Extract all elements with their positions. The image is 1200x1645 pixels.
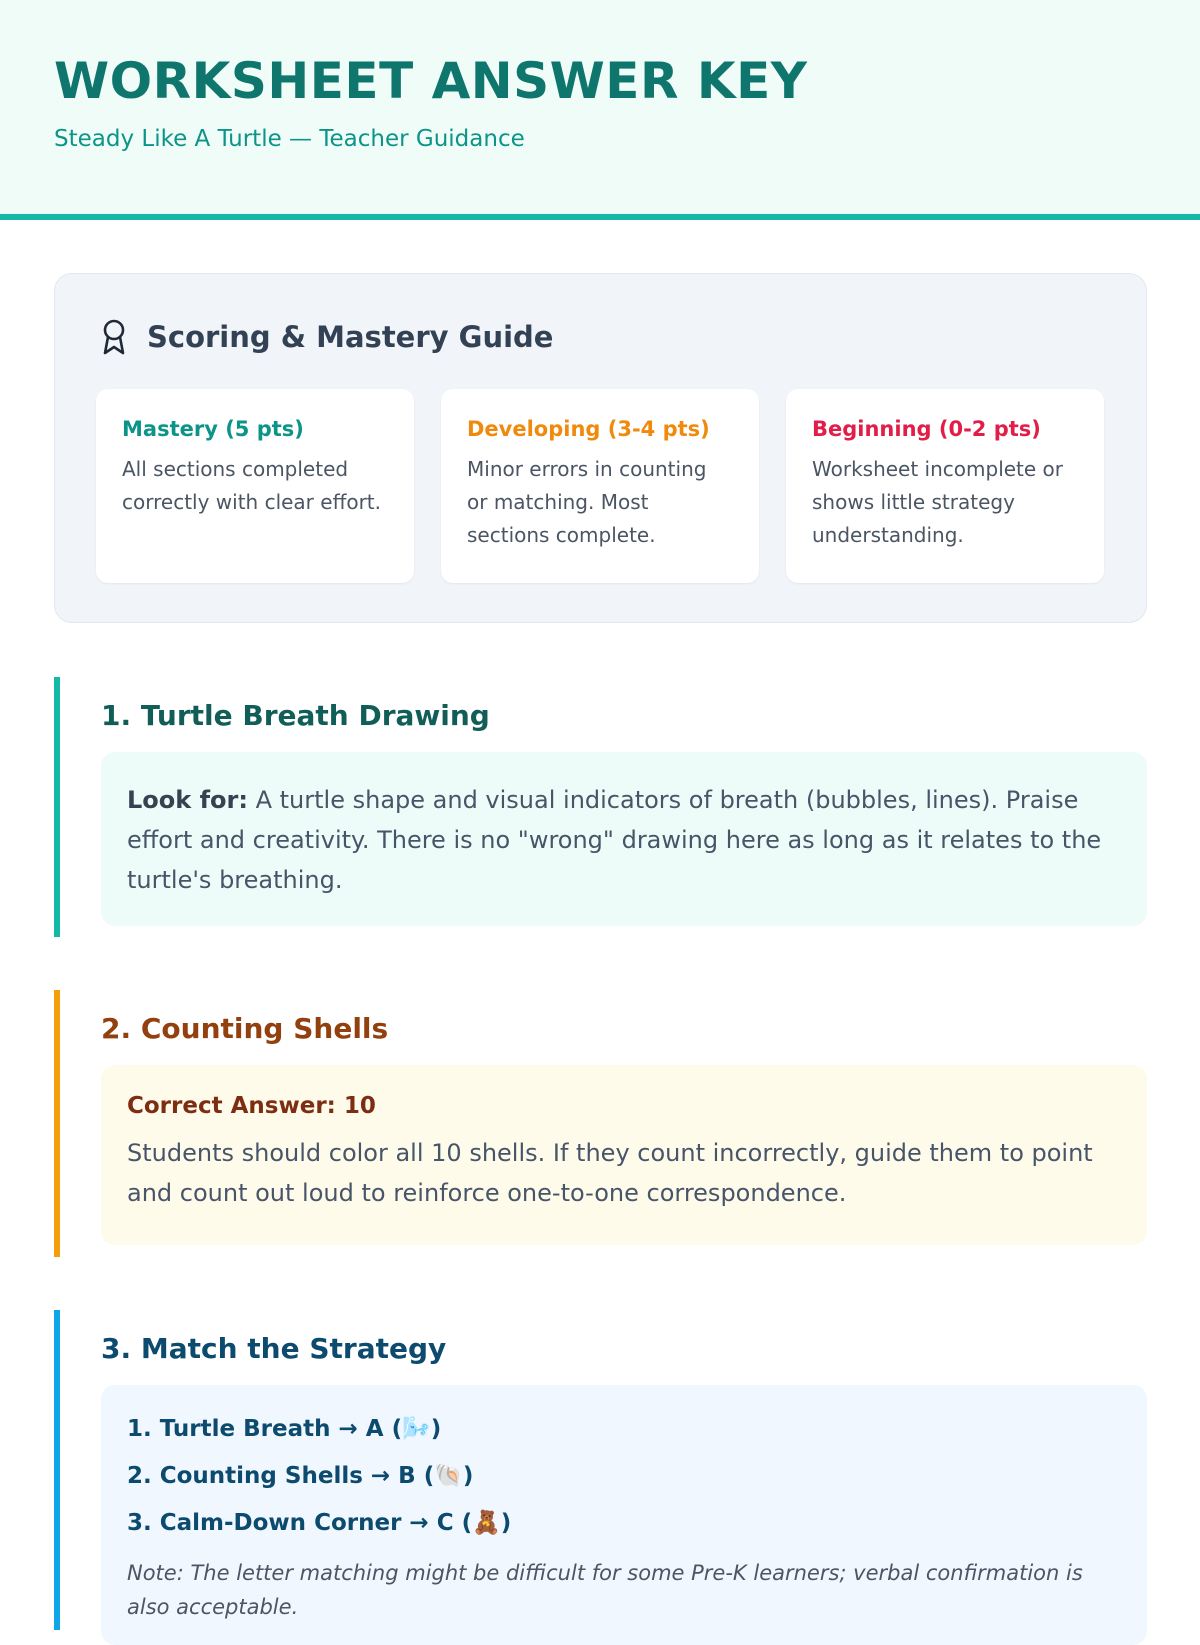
page-title: WORKSHEET ANSWER KEY — [54, 52, 808, 110]
level-title: Mastery (5 pts) — [122, 417, 304, 441]
mastery-levels — [96, 389, 1104, 583]
section-match-strategy — [54, 1310, 1147, 1630]
award-ribbon-icon — [101, 318, 127, 356]
section-heading: 3. Match the Strategy — [101, 1332, 447, 1365]
correct-answer: Correct Answer: 10 — [127, 1093, 376, 1119]
level-description: All sections completed correctly with clear effort. — [122, 457, 382, 514]
level-card-beginning — [786, 389, 1104, 583]
scoring-guide-title: Scoring & Mastery Guide — [147, 320, 554, 354]
answer-box — [101, 1385, 1147, 1645]
level-title: Beginning (0-2 pts) — [812, 417, 1041, 441]
answer-box — [101, 1065, 1147, 1245]
match-item: 3. Calm-Down Corner → C (🧸) — [127, 1510, 512, 1536]
scoring-guide-header — [101, 318, 553, 356]
page-subtitle: Steady Like A Turtle — Teacher Guidance — [54, 126, 525, 152]
match-item: 1. Turtle Breath → A (🌬️) — [127, 1416, 442, 1442]
scoring-guide-card — [54, 273, 1147, 623]
teacher-note: Note: The letter matching might be difficult for some Pre-K learners; verbal confirmation is also acceptable. — [127, 1561, 1083, 1619]
answer-box — [101, 752, 1147, 926]
level-title: Developing (3-4 pts) — [467, 417, 710, 441]
section-turtle-breath-drawing — [54, 677, 1147, 937]
level-card-developing — [441, 389, 759, 583]
level-description: Worksheet incomplete or shows little strategy understanding. — [812, 457, 1064, 547]
answer-text: Students should color all 10 shells. If they count incorrectly, guide them to point and count out loud to reinforce one-to-one correspondence. — [127, 1139, 1093, 1207]
section-heading: 2. Counting Shells — [101, 1012, 389, 1045]
answer-text: A turtle shape and visual indicators of breath (bubbles, lines). Praise effort and creativity. There is no "wrong" drawing here as long as it relates to the turtle's breathing. — [127, 786, 1102, 894]
level-description: Minor errors in counting or matching. Most sections complete. — [467, 457, 707, 547]
look-for-label: Look for: — [127, 786, 248, 814]
page-header — [0, 0, 1200, 220]
level-card-mastery — [96, 389, 414, 583]
section-counting-shells — [54, 990, 1147, 1257]
section-heading: 1. Turtle Breath Drawing — [101, 699, 490, 732]
match-item: 2. Counting Shells → B (🐚) — [127, 1463, 474, 1489]
